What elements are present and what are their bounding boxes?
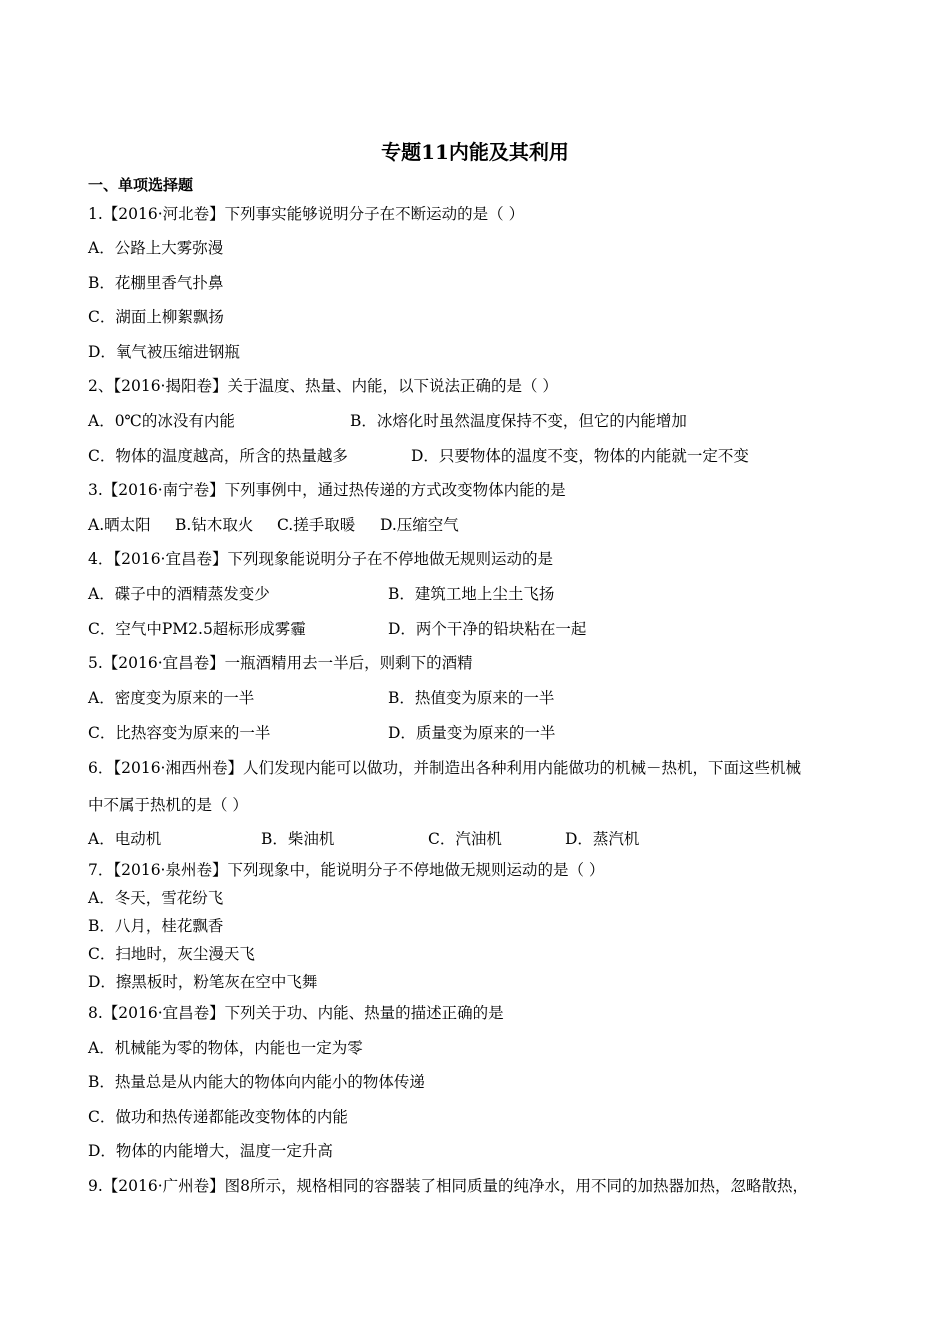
question-3-option-c: C.搓手取暖 xyxy=(277,516,356,534)
question-7-option-d: D．擦黑板时，粉笔灰在空中飞舞 xyxy=(88,973,318,991)
question-6-stem: 6．【2016·湘西州卷】人们发现内能可以做功，并制造出各种利用内能做功的机械－热机，下面这些机械 xyxy=(88,759,801,777)
question-4-option-d: D．两个干净的铅块粘在一起 xyxy=(388,620,587,638)
question-5-option-c: C．比热容变为原来的一半 xyxy=(88,724,271,742)
question-1-stem: 1.【2016·河北卷】下列事实能够说明分子在不断运动的是（ ） xyxy=(88,205,525,223)
question-1-option-d: D．氧气被压缩进钢瓶 xyxy=(88,343,240,361)
question-2-option-d: D．只要物体的温度不变，物体的内能就一定不变 xyxy=(411,447,749,465)
question-2-stem: 2、【2016·揭阳卷】关于温度、热量、内能，以下说法正确的是（ ） xyxy=(88,377,558,395)
question-8-stem: 8.【2016·宜昌卷】下列关于功、内能、热量的描述正确的是 xyxy=(88,1004,504,1022)
question-8-option-d: D．物体的内能增大，温度一定升高 xyxy=(88,1142,333,1160)
question-5-option-b: B．热值变为原来的一半 xyxy=(388,689,555,707)
question-6-option-c: C．汽油机 xyxy=(428,830,502,848)
question-1-option-a: A．公路上大雾弥漫 xyxy=(88,239,224,257)
question-3-option-b: B.钻木取火 xyxy=(175,516,254,534)
question-5-option-a: A．密度变为原来的一半 xyxy=(88,689,255,707)
question-2-option-a: A．0℃的冰没有内能 xyxy=(88,412,235,430)
question-4-option-c: C．空气中PM2.5超标形成雾霾 xyxy=(88,620,306,638)
question-4-stem: 4．【2016·宜昌卷】下列现象能说明分子在不停地做无规则运动的是 xyxy=(88,550,553,568)
question-8-option-b: B．热量总是从内能大的物体向内能小的物体传递 xyxy=(88,1073,425,1091)
question-9-stem: 9.【2016·广州卷】图8所示，规格相同的容器装了相同质量的纯净水，用不同的加热器加热，忽略散热， xyxy=(88,1177,809,1195)
section-heading: 一、单项选择题 xyxy=(88,176,194,194)
question-7-stem: 7．【2016·泉州卷】下列现象中，能说明分子不停地做无规则运动的是（ ） xyxy=(88,861,605,879)
question-1-option-c: C．湖面上柳絮飘扬 xyxy=(88,308,224,326)
question-7-option-c: C．扫地时，灰尘漫天飞 xyxy=(88,945,255,963)
question-6-option-a: A．电动机 xyxy=(88,830,162,848)
question-6-option-b: B．柴油机 xyxy=(261,830,335,848)
question-6-option-d: D．蒸汽机 xyxy=(565,830,640,848)
question-1-option-b: B．花棚里香气扑鼻 xyxy=(88,274,224,292)
question-3-stem: 3.【2016·南宁卷】下列事例中，通过热传递的方式改变物体内能的是 xyxy=(88,481,566,499)
question-7-option-b: B．八月，桂花飘香 xyxy=(88,917,224,935)
page-title: 专题11内能及其利用 xyxy=(381,140,569,164)
question-5-option-d: D．质量变为原来的一半 xyxy=(388,724,556,742)
question-8-option-c: C．做功和热传递都能改变物体的内能 xyxy=(88,1108,348,1126)
question-6-stem-continued: 中不属于热机的是（ ） xyxy=(88,796,248,814)
question-7-option-a: A．冬天，雪花纷飞 xyxy=(88,889,224,907)
question-5-stem: 5.【2016·宜昌卷】一瓶酒精用去一半后，则剩下的酒精 xyxy=(88,654,473,672)
question-8-option-a: A．机械能为零的物体，内能也一定为零 xyxy=(88,1039,363,1057)
question-3-option-a: A.晒太阳 xyxy=(88,516,151,534)
question-2-option-b: B．冰熔化时虽然温度保持不变，但它的内能增加 xyxy=(350,412,687,430)
question-3-option-d: D.压缩空气 xyxy=(380,516,459,534)
question-4-option-a: A．碟子中的酒精蒸发变少 xyxy=(88,585,270,603)
question-2-option-c: C．物体的温度越高，所含的热量越多 xyxy=(88,447,348,465)
question-4-option-b: B．建筑工地上尘土飞扬 xyxy=(388,585,555,603)
